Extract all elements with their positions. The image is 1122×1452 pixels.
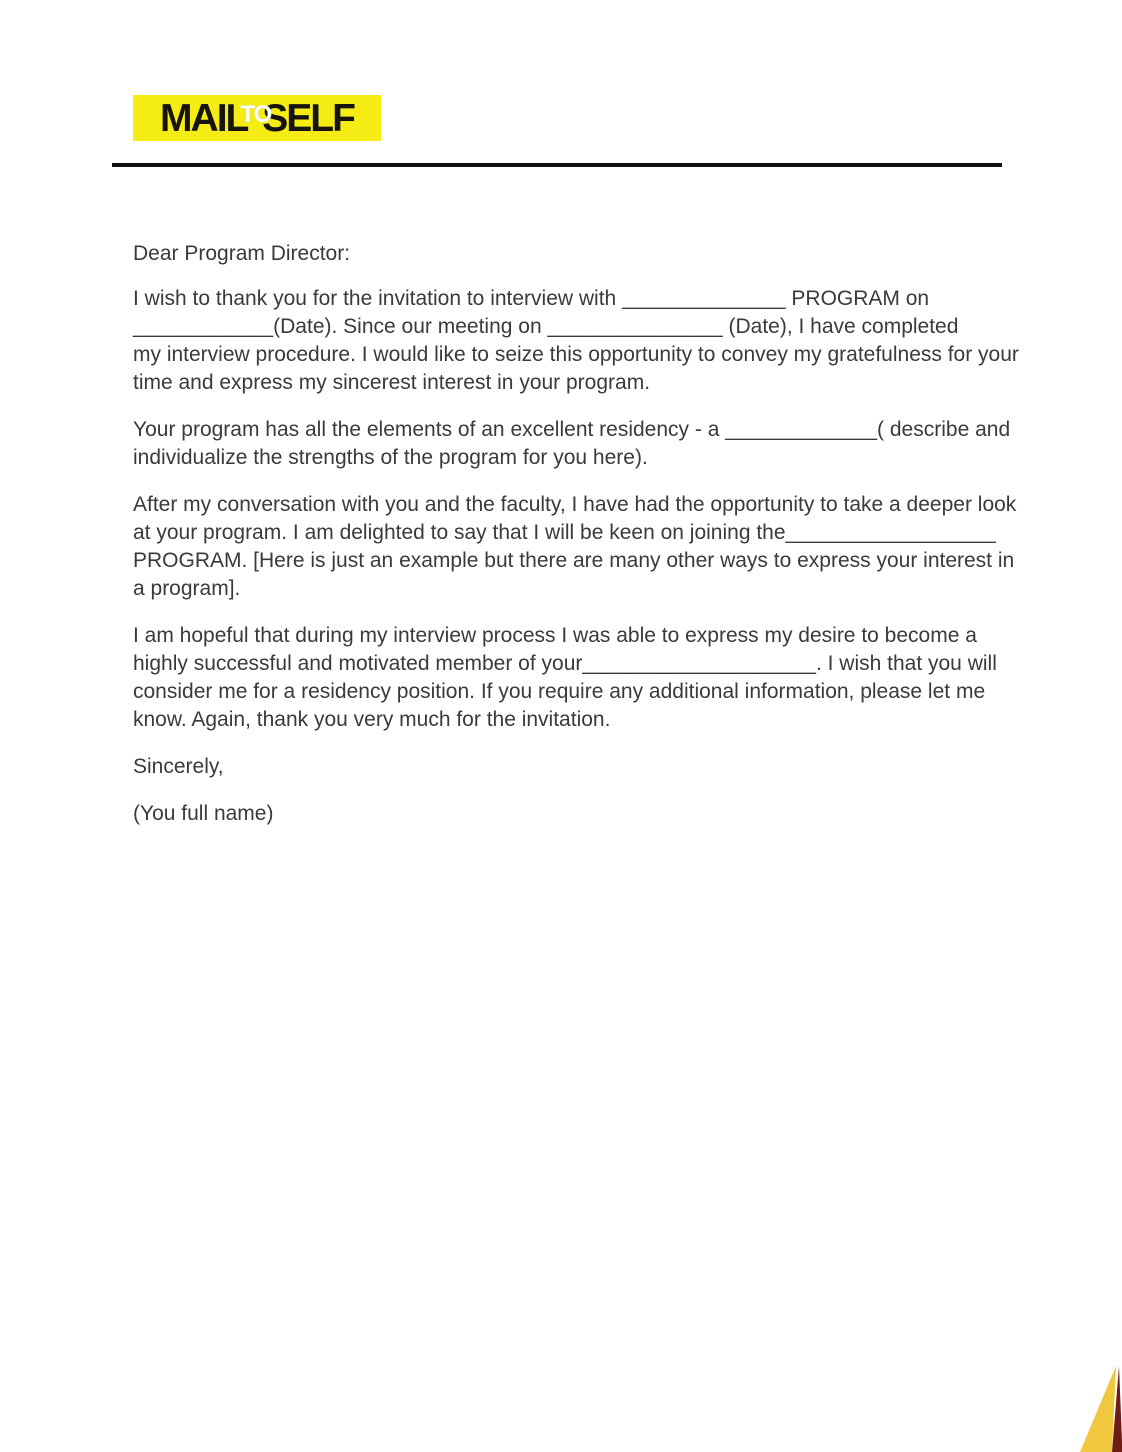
letter-line: ____________(Date). Since our meeting on _______________ (Date), I have completed — [133, 315, 959, 338]
brand-logo — [133, 95, 381, 141]
letter-paragraph — [133, 622, 1033, 734]
letter-line: Your program has all the elements of an excellent residency - a _____________( describe and — [133, 418, 1011, 441]
letter-paragraph — [133, 285, 1033, 397]
letter-closing: Sincerely, — [133, 755, 224, 778]
letter-line: time and express my sincerest interest in your program. — [133, 371, 651, 394]
letter-line: I wish to thank you for the invitation to interview with ______________ PROGRAM on — [133, 287, 930, 310]
letter-line: at your program. I am delighted to say that I will be keen on joining the__________________ — [133, 521, 996, 544]
letter-signature: (You full name) — [133, 802, 274, 825]
letter-line: my interview procedure. I would like to seize this opportunity to convey my gratefulness for your — [133, 343, 1019, 366]
letter-paragraph — [133, 491, 1033, 603]
letter-line: individualize the strengths of the program for you here). — [133, 446, 648, 469]
brand-logo-mail-text: MAIL — [160, 96, 248, 140]
brand-logo-self-text: SELF — [262, 96, 354, 140]
letter-line: highly successful and motivated member of your____________________. I wish that you will — [133, 652, 997, 675]
brand-logo-to-text: TO — [240, 101, 272, 128]
page-corner-ribbon — [1062, 1357, 1122, 1452]
header-divider — [112, 163, 1002, 167]
letter-line: PROGRAM. [Here is just an example but there are many other ways to express your interest in — [133, 549, 1015, 572]
corner-ribbon-yellow-shape — [1080, 1366, 1116, 1452]
letter-line: know. Again, thank you very much for the invitation. — [133, 708, 611, 731]
letter-greeting: Dear Program Director: — [133, 242, 351, 265]
letter-line: After my conversation with you and the faculty, I have had the opportunity to take a deeper look — [133, 493, 1017, 516]
letter-line: a program]. — [133, 577, 241, 600]
letter-body — [133, 240, 1033, 847]
letter-line: consider me for a residency position. If you require any additional information, please let me — [133, 680, 986, 703]
letter-paragraph — [133, 416, 1033, 472]
letter-line: I am hopeful that during my interview process I was able to express my desire to become a — [133, 624, 977, 647]
